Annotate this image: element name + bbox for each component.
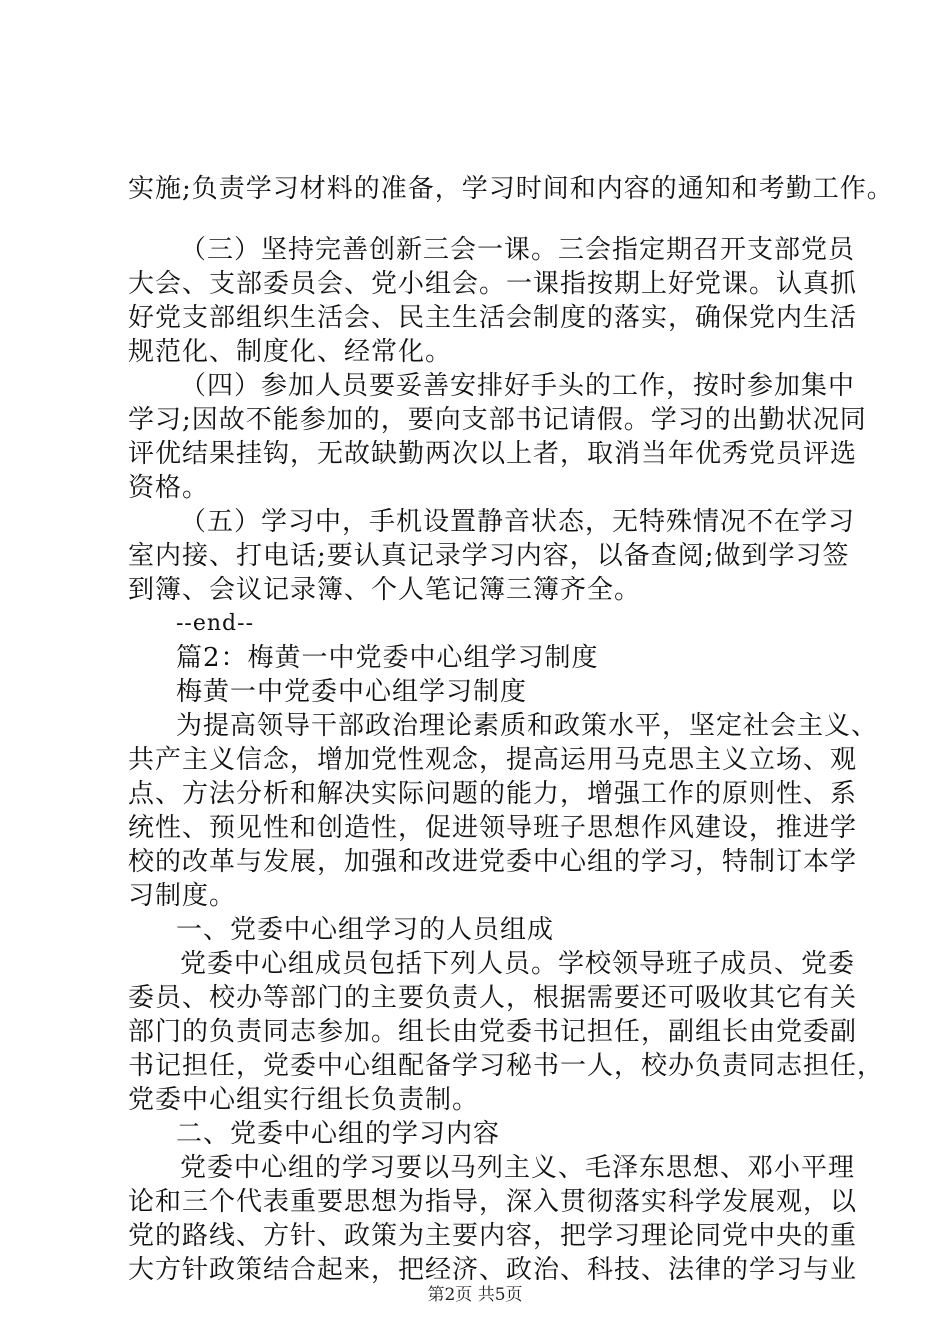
text-line: 部门的负责同志参加。组长由党委书记担任，副组长由党委副 [128,1017,858,1047]
document-title: 梅黄一中党委中心组学习制度 [176,677,528,707]
text-line: 资格。 [128,473,210,503]
text-line: 委员、校办等部门的主要负责人，根据需要还可吸收其它有关 [128,983,858,1013]
section-heading: 篇2：梅黄一中党委中心组学习制度 [176,643,599,673]
text-line: 实施;负责学习材料的准备，学习时间和内容的通知和考勤工作。 [128,174,894,204]
text-line: 习制度。 [128,881,237,911]
section-heading: 一、党委中心组学习的人员组成 [176,915,555,945]
text-line: 书记担任，党委中心组配备学习秘书一人，校办负责同志担任， [128,1051,885,1081]
text-line: 校的改革与发展，加强和改进党委中心组的学习，特制订本学 [128,847,858,877]
text-line: 到簿、会议记录簿、个人笔记簿三簿齐全。 [128,575,642,605]
text-line: 规范化、制度化、经常化。 [128,337,453,367]
text-line: 好党支部组织生活会、民主生活会制度的落实，确保党内生活 [128,303,858,333]
end-marker: --end-- [176,611,255,636]
text-line: 学习;因故不能参加的，要向支部书记请假。学习的出勤状况同 [128,405,867,435]
text-line: 党委中心组成员包括下列人员。学校领导班子成员、党委 [180,949,856,979]
text-line: 点、方法分析和解决实际问题的能力，增强工作的原则性、系 [128,779,858,809]
text-line: 党委中心组实行组长负责制。 [128,1085,480,1115]
text-line: 室内接、打电话;要认真记录学习内容，以备查阅;做到学习签 [128,541,850,571]
text-line: 评优结果挂钩，无故缺勤两次以上者，取消当年优秀党员评选 [128,439,858,469]
text-line: 为提高领导干部政治理论素质和政策水平，坚定社会主义、 [176,711,879,741]
text-line: （三）坚持完善创新三会一课。三会指定期召开支部党员 [180,235,856,265]
text-line: 论和三个代表重要思想为指导，深入贯彻落实科学发展观，以 [128,1187,858,1217]
text-line: 统性、预见性和创造性，促进领导班子思想作风建设，推进学 [128,813,858,843]
text-line: 共产主义信念，增加党性观念，提高运用马克思主义立场、观 [128,745,858,775]
section-heading: 二、党委中心组的学习内容 [176,1119,501,1149]
text-line: 党委中心组的学习要以马列主义、毛泽东思想、邓小平理 [180,1153,856,1183]
text-line: （四）参加人员要妥善安排好手头的工作，按时参加集中 [180,371,856,401]
text-line: 党的路线、方针、政策为主要内容，把学习理论同党中央的重 [128,1221,858,1251]
text-line: 大方针政策结合起来，把经济、政治、科技、法律的学习与业 [128,1255,858,1285]
text-line: 大会、支部委员会、党小组会。一课指按期上好党课。认真抓 [128,269,858,299]
text-line: （五）学习中，手机设置静音状态，无特殊情况不在学习 [180,507,856,537]
page-number: 第2页 共5页 [427,1285,523,1305]
